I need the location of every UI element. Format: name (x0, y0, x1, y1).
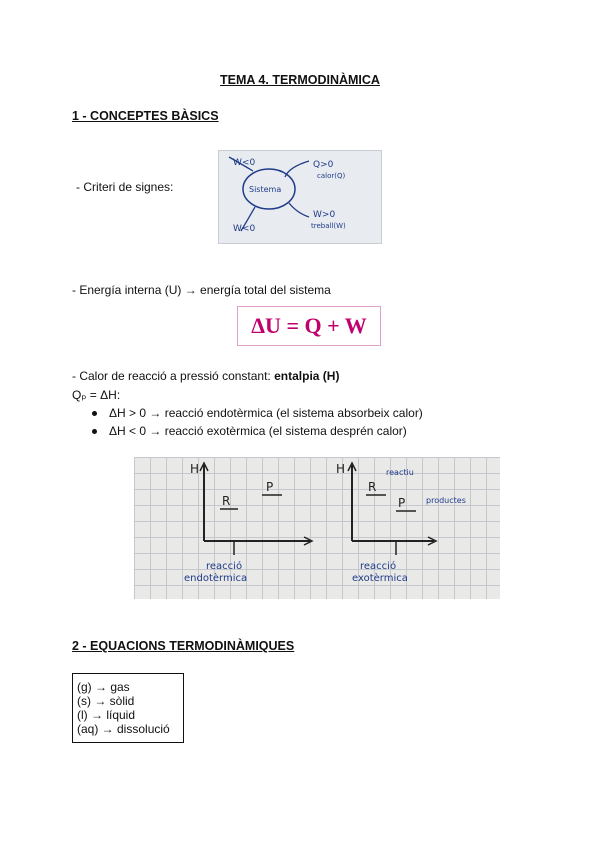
enthalpy-diagrams-photo (134, 457, 500, 599)
bullet-dot (92, 429, 97, 434)
right-caption-2: exotèrmica (352, 573, 408, 584)
left-r-label: R (222, 494, 231, 508)
sign-criteria-label: - Criteri de signes: (76, 180, 174, 194)
sign-criteria-sketch (218, 150, 382, 244)
states-legend-box (72, 673, 184, 743)
bullet-text: ΔH > 0 → reacció endotèrmica (el sistema absorbeix calor) (109, 406, 423, 420)
arrow-q-in (285, 161, 309, 177)
right-caption-1: reacció (360, 561, 397, 572)
sketch-w-note: treball(W) (311, 222, 346, 230)
right-note-reactant: reactiu (386, 468, 414, 477)
sketch-system: Sistema (249, 185, 282, 194)
state-gas: (g) → gas (77, 680, 130, 694)
bullet-text: ΔH < 0 → reacció exotèrmica (el sistema desprén calor) (109, 424, 407, 438)
enthalpy-term: entalpia (H) (274, 369, 340, 383)
reaction-heat-line (72, 369, 339, 383)
section-heading-equations: 2 - EQUACIONS TERMODINÀMIQUES (72, 639, 295, 653)
right-p-label: P (398, 496, 406, 510)
left-axis-label: H (190, 462, 200, 476)
reaction-heat-text: - Calor de reacció a pressió constant: (72, 369, 275, 383)
sketch-w-pos: W>0 (313, 210, 336, 220)
sketch-q-note: calor(Q) (317, 172, 346, 180)
arrow-w-out (289, 203, 309, 217)
right-note-products: productes (426, 496, 466, 505)
page-title: TEMA 4. TERMODINÀMICA (220, 73, 380, 87)
bullet-dot (92, 411, 97, 416)
first-law-formula: ΔU = Q + W (237, 306, 381, 346)
sketch-w-neg-top: W<0 (233, 158, 256, 168)
qp-line: Qₚ = ΔH: (72, 388, 121, 402)
left-caption-2: endotèrmica (184, 573, 248, 584)
right-r-label: R (368, 480, 377, 494)
sketch-q-pos: Q>0 (313, 160, 334, 170)
state-aqueous: (aq) → dissolució (77, 722, 170, 736)
sign-criteria-drawing (219, 151, 381, 243)
bullet-exothermic (92, 424, 407, 438)
internal-energy-line: - Energía interna (U) → energía total del sistema (72, 283, 331, 297)
left-caption-1: reacció (206, 561, 243, 572)
section-heading-basics: 1 - CONCEPTES BÀSICS (72, 109, 219, 123)
state-liquid: (l) → líquid (77, 708, 136, 722)
bullet-endothermic (92, 406, 423, 420)
enthalpy-diagrams-drawing (134, 457, 500, 599)
sketch-w-neg-bottom: W<0 (233, 224, 256, 234)
left-p-label: P (266, 480, 274, 494)
state-solid: (s) → sòlid (77, 694, 135, 708)
right-axis-label: H (336, 462, 346, 476)
